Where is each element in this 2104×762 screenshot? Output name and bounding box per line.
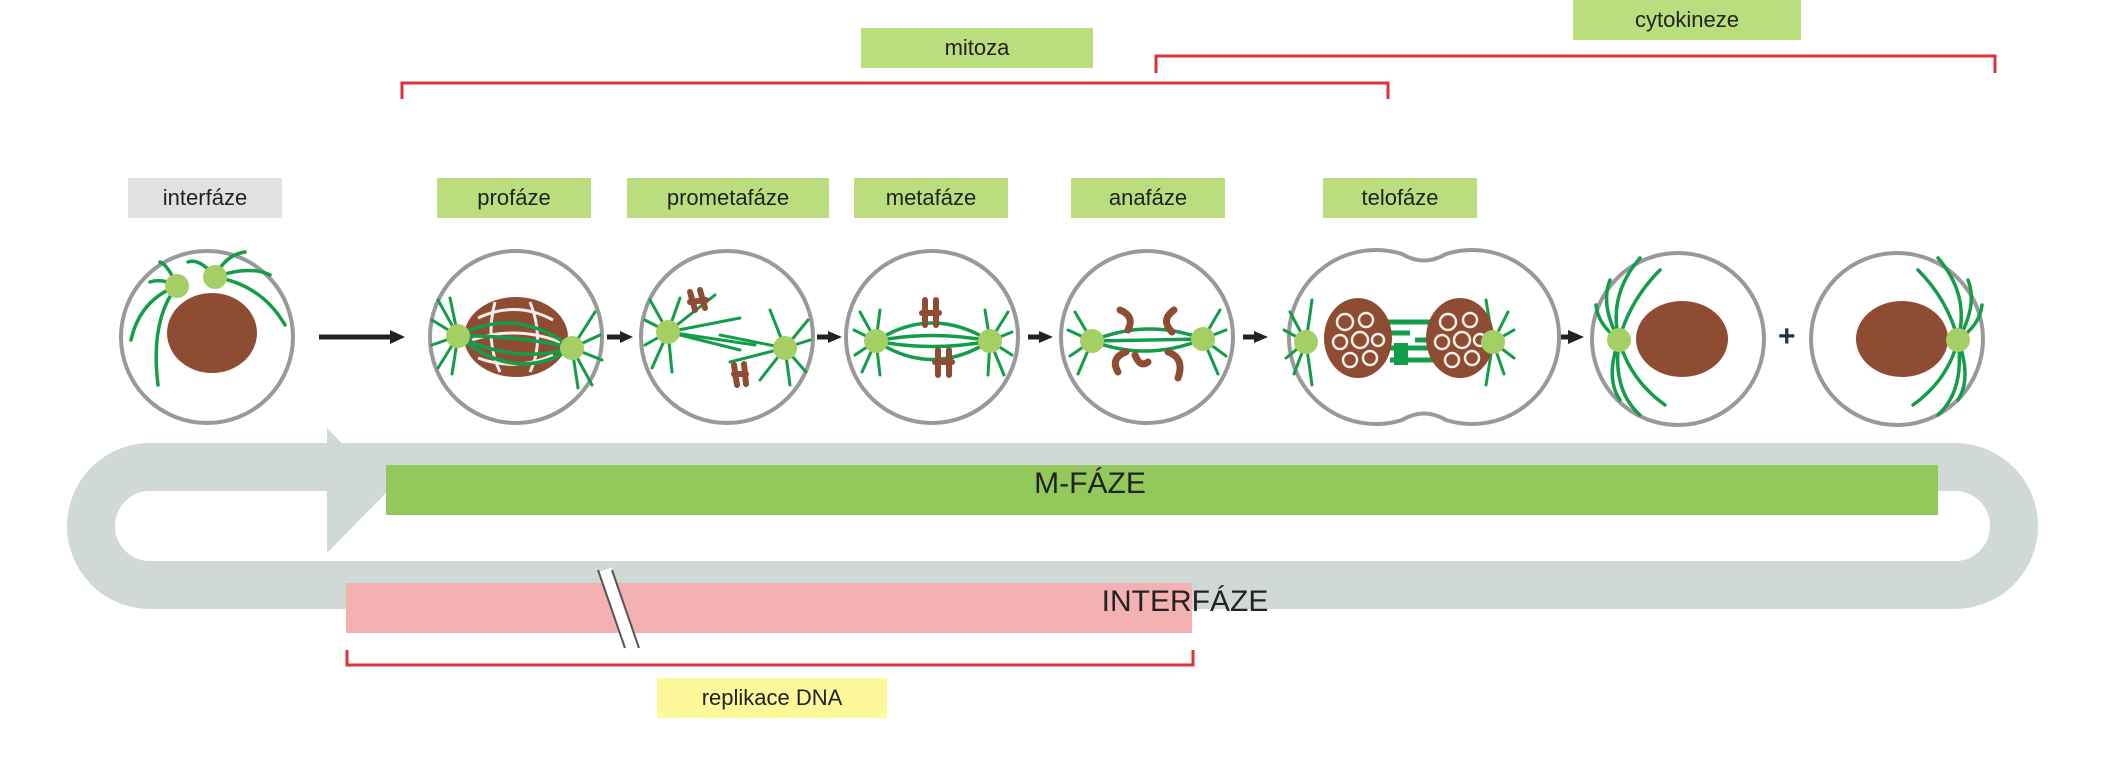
phase-label-telophase: telofáze <box>1323 178 1477 218</box>
plus-sign: + <box>1778 320 1796 353</box>
cell-telophase <box>1284 250 1559 424</box>
cell-interphase <box>121 251 293 423</box>
phase-label-metaphase: metafáze <box>854 178 1008 218</box>
phase-label-prometaphase: prometafáze <box>627 178 829 218</box>
phase-label-prophase: profáze <box>437 178 591 218</box>
cytokinesis-bracket <box>1156 56 1995 73</box>
cell-anaphase <box>1061 251 1233 423</box>
interphase-band-label: INTERFÁZE <box>1101 585 1269 618</box>
m-phase-label: M-FÁZE <box>1034 467 1146 500</box>
phase-label-interphase: interfáze <box>128 178 282 218</box>
cell-prophase <box>430 251 602 423</box>
phase-label-anaphase: anafáze <box>1071 178 1225 218</box>
daughter-cell-2 <box>1811 253 1983 425</box>
dna-replication-band <box>346 583 1192 633</box>
cell-metaphase <box>846 251 1018 423</box>
daughter-cell-1 <box>1592 253 1764 425</box>
cytokinesis-label: cytokineze <box>1573 0 1801 40</box>
cell-prometaphase <box>641 251 813 423</box>
dna-replication-label: replikace DNA <box>657 678 887 718</box>
dna-replication-bracket <box>347 650 1193 665</box>
mitosis-label: mitoza <box>861 28 1093 68</box>
mitosis-bracket <box>402 83 1388 99</box>
